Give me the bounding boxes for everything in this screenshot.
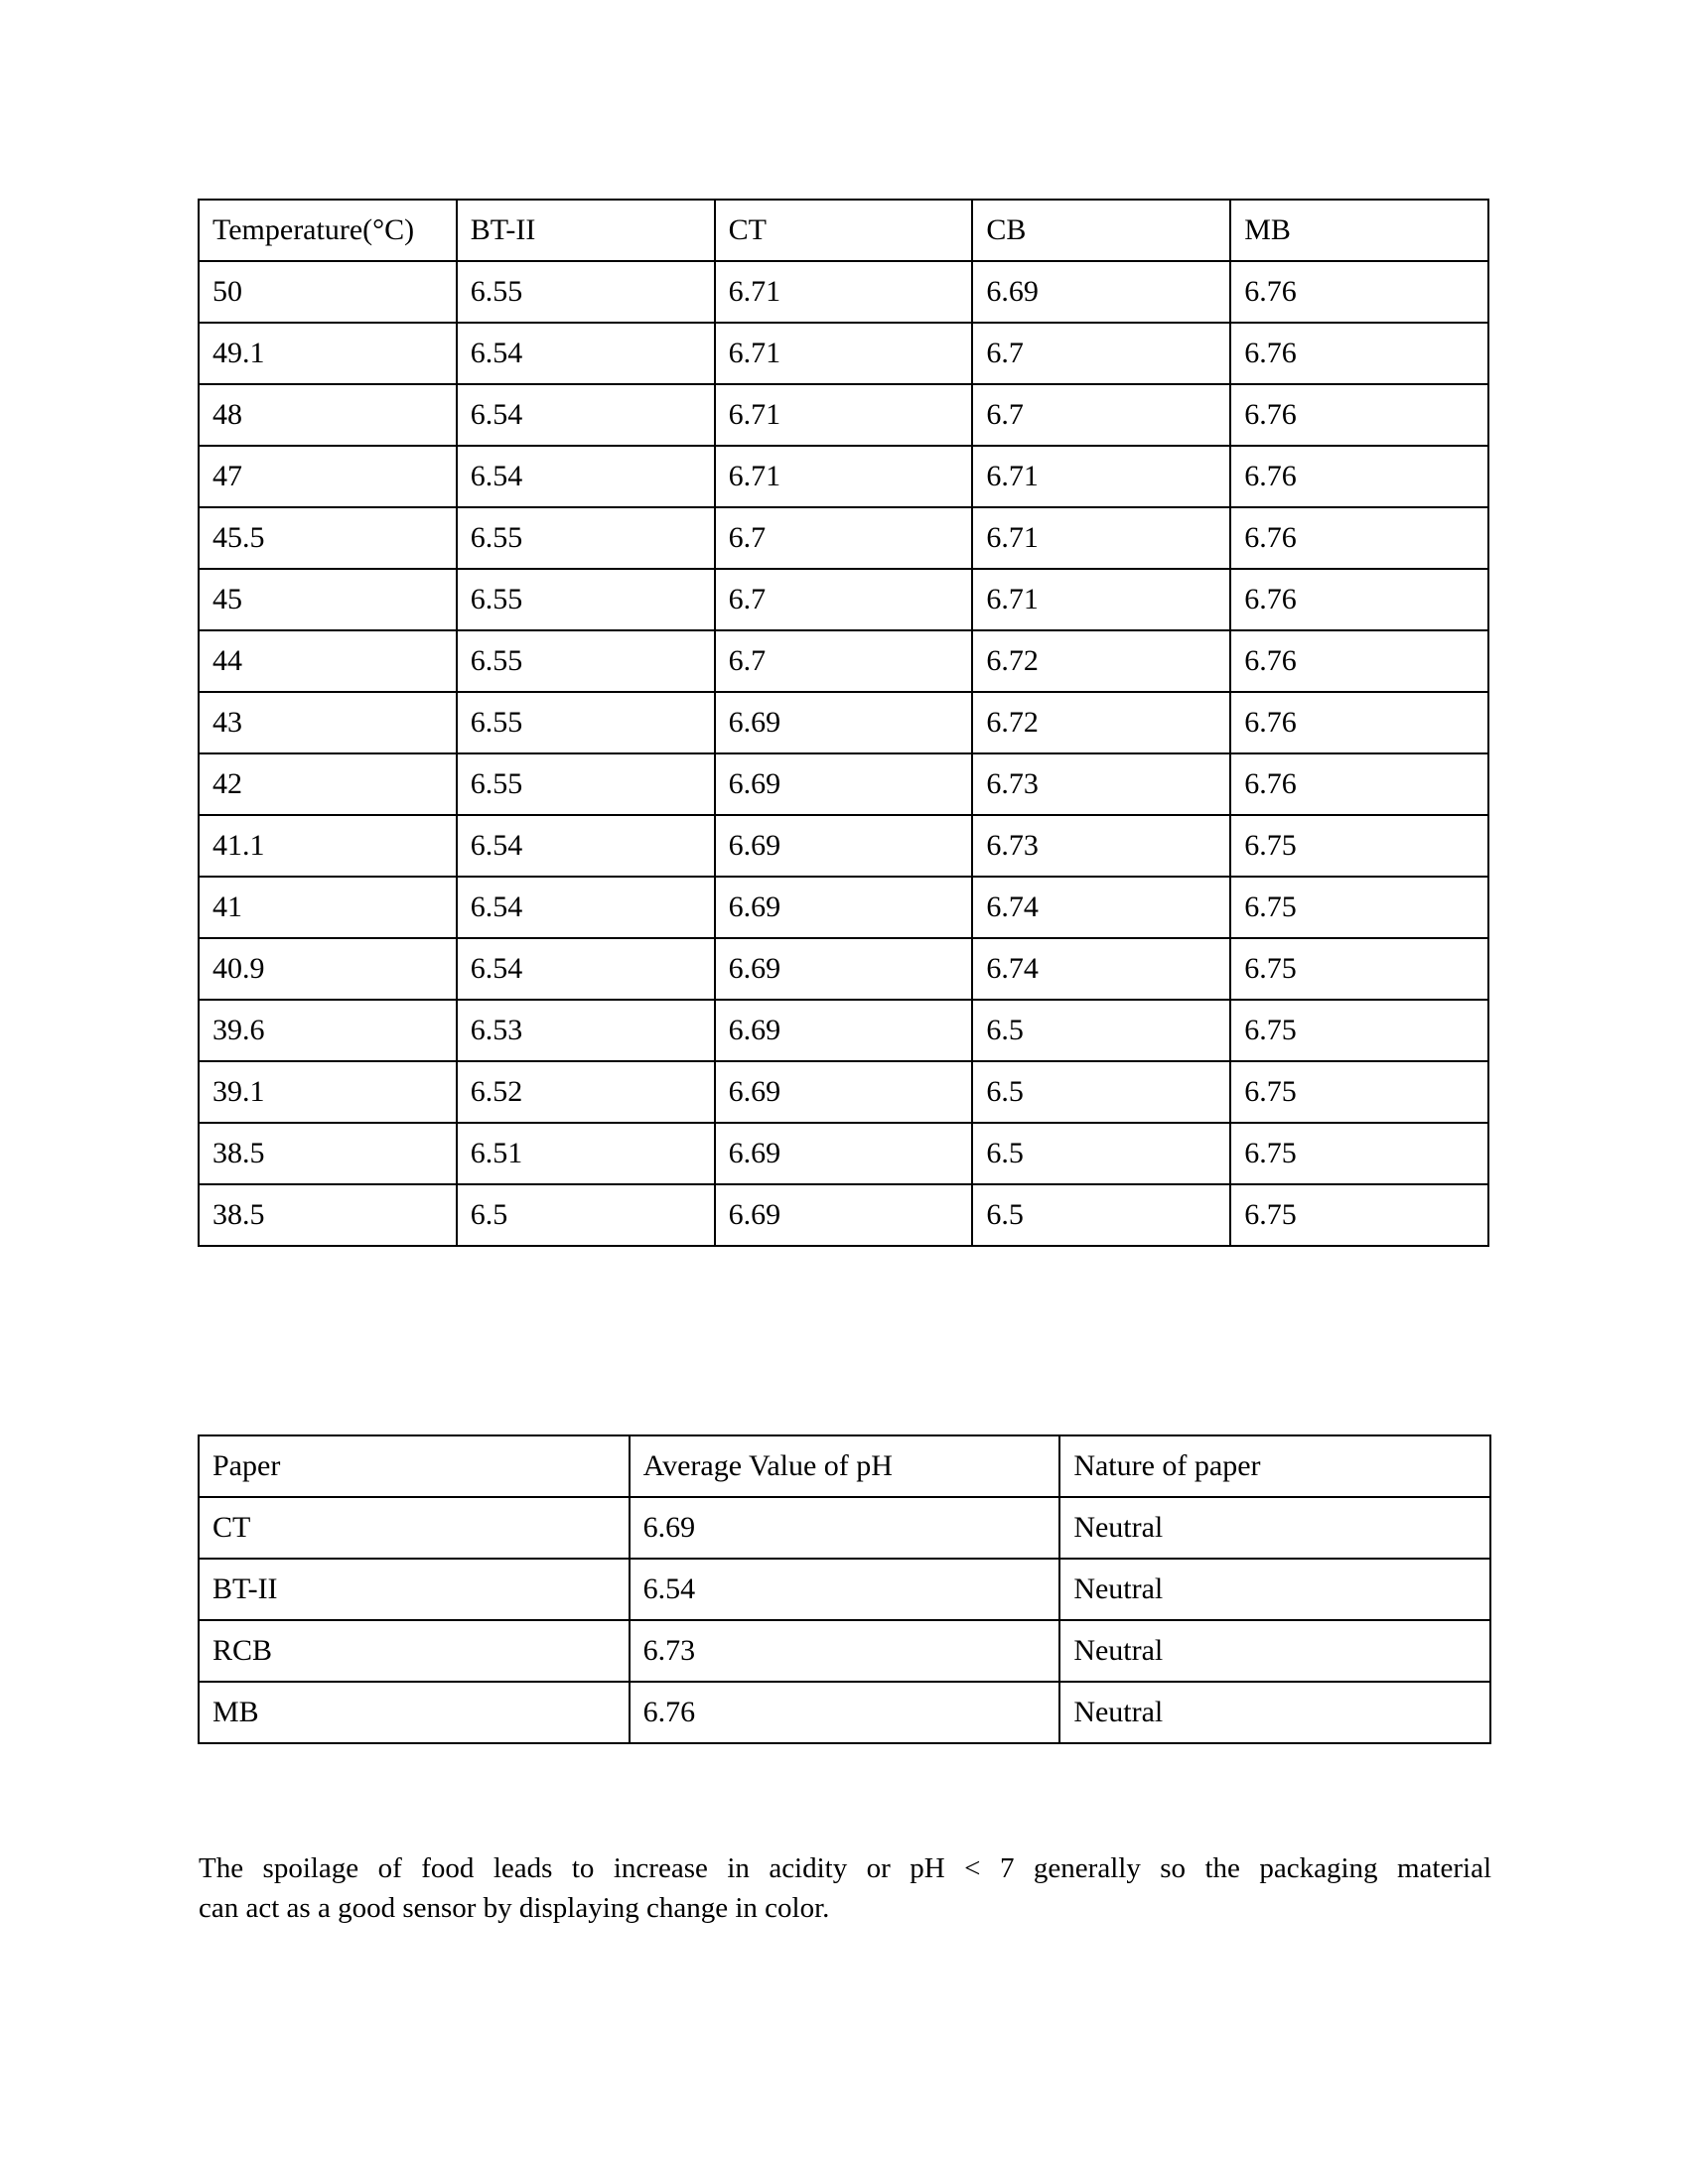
table-cell: 6.54 (630, 1559, 1060, 1620)
table-cell: 6.75 (1230, 1061, 1488, 1123)
table-row (199, 384, 1488, 446)
table-cell: 6.71 (715, 261, 973, 323)
table-cell: 39.1 (199, 1061, 457, 1123)
table-cell: 6.55 (457, 630, 715, 692)
body-paragraph (199, 1848, 1491, 1928)
table-row (199, 569, 1488, 630)
table-cell: 6.51 (457, 1123, 715, 1184)
table-cell: 38.5 (199, 1184, 457, 1246)
table-cell: 45 (199, 569, 457, 630)
table-header-row (199, 200, 1488, 261)
table-cell: 6.76 (1230, 692, 1488, 753)
table-cell: 6.73 (972, 815, 1230, 877)
table-header-row (199, 1435, 1490, 1497)
header-cell: Paper (199, 1435, 630, 1497)
table-cell: 6.54 (457, 815, 715, 877)
table-cell: 41.1 (199, 815, 457, 877)
table-cell: 6.55 (457, 261, 715, 323)
table-cell: 6.72 (972, 630, 1230, 692)
table-row (199, 1620, 1490, 1682)
table-cell: 6.5 (457, 1184, 715, 1246)
table-cell: 39.6 (199, 1000, 457, 1061)
table-cell: RCB (199, 1620, 630, 1682)
table-cell: 6.75 (1230, 1000, 1488, 1061)
table-cell: 6.7 (972, 384, 1230, 446)
table-cell: 6.69 (715, 1000, 973, 1061)
table-row (199, 261, 1488, 323)
header-cell: Nature of paper (1059, 1435, 1490, 1497)
table-cell: 6.69 (715, 753, 973, 815)
table-cell: 6.55 (457, 507, 715, 569)
header-cell: CT (715, 200, 973, 261)
table-row (199, 446, 1488, 507)
table-cell: 6.54 (457, 938, 715, 1000)
table-cell: 6.52 (457, 1061, 715, 1123)
table-cell: 6.7 (972, 323, 1230, 384)
table-cell: 6.76 (1230, 446, 1488, 507)
table-cell: 45.5 (199, 507, 457, 569)
table-cell: 6.71 (972, 507, 1230, 569)
header-cell: CB (972, 200, 1230, 261)
table-cell: 6.74 (972, 938, 1230, 1000)
table-cell: Neutral (1059, 1497, 1490, 1559)
table-cell: 6.73 (972, 753, 1230, 815)
table-cell: 40.9 (199, 938, 457, 1000)
table-cell: 6.69 (715, 1184, 973, 1246)
table-cell: 6.69 (715, 1123, 973, 1184)
header-cell: Temperature(°C) (199, 200, 457, 261)
table-cell: 6.69 (630, 1497, 1060, 1559)
table-row (199, 815, 1488, 877)
table-row (199, 1184, 1488, 1246)
table-cell: 6.69 (972, 261, 1230, 323)
table-cell: 49.1 (199, 323, 457, 384)
table-cell: 6.69 (715, 938, 973, 1000)
paragraph-line-2: can act as a good sensor by displaying change in color. (199, 1892, 830, 1924)
table-cell: 6.74 (972, 877, 1230, 938)
table-row (199, 938, 1488, 1000)
table-cell: 6.73 (630, 1620, 1060, 1682)
table-cell: 6.76 (1230, 507, 1488, 569)
table-cell: 6.53 (457, 1000, 715, 1061)
table-cell: BT-II (199, 1559, 630, 1620)
table-cell: Neutral (1059, 1559, 1490, 1620)
table-row (199, 323, 1488, 384)
table-cell: 6.5 (972, 1123, 1230, 1184)
table-row (199, 1682, 1490, 1743)
table-cell: 6.55 (457, 753, 715, 815)
table-cell: 6.55 (457, 692, 715, 753)
table-cell: 6.69 (715, 815, 973, 877)
table-cell: 6.69 (715, 692, 973, 753)
table-cell: 6.7 (715, 630, 973, 692)
table-row (199, 877, 1488, 938)
table-cell: 6.71 (972, 446, 1230, 507)
table-cell: 6.71 (715, 384, 973, 446)
table-row (199, 692, 1488, 753)
table-cell: 6.5 (972, 1061, 1230, 1123)
table-cell: 6.54 (457, 323, 715, 384)
table-cell: 6.75 (1230, 1123, 1488, 1184)
table-cell: 6.5 (972, 1184, 1230, 1246)
paragraph-line-1: The spoilage of food leads to increase in acidity or pH < 7 generally so the packaging material (199, 1852, 1491, 1884)
table-cell: 6.54 (457, 877, 715, 938)
table-cell: 6.75 (1230, 938, 1488, 1000)
table-cell: 6.54 (457, 446, 715, 507)
header-cell: MB (1230, 200, 1488, 261)
table-cell: 6.71 (715, 323, 973, 384)
table-cell: 44 (199, 630, 457, 692)
header-cell: BT-II (457, 200, 715, 261)
table-row (199, 507, 1488, 569)
table-row (199, 753, 1488, 815)
temperature-ph-table (198, 199, 1489, 1247)
table-cell: CT (199, 1497, 630, 1559)
table-cell: 6.76 (1230, 384, 1488, 446)
table-cell: 6.7 (715, 569, 973, 630)
table-cell: 47 (199, 446, 457, 507)
table-cell: 6.69 (715, 1061, 973, 1123)
table-cell: 6.71 (715, 446, 973, 507)
table-cell: 6.75 (1230, 877, 1488, 938)
table-cell: 6.54 (457, 384, 715, 446)
table-cell: Neutral (1059, 1682, 1490, 1743)
table-cell: 6.72 (972, 692, 1230, 753)
header-cell: Average Value of pH (630, 1435, 1060, 1497)
table-cell: 50 (199, 261, 457, 323)
table-cell: 42 (199, 753, 457, 815)
table-cell: 6.76 (1230, 753, 1488, 815)
table-cell: 43 (199, 692, 457, 753)
table-row (199, 1497, 1490, 1559)
table-cell: 38.5 (199, 1123, 457, 1184)
table-cell: 6.76 (1230, 630, 1488, 692)
table-cell: 6.5 (972, 1000, 1230, 1061)
table-cell: 6.69 (715, 877, 973, 938)
table-row (199, 1559, 1490, 1620)
paper-nature-table (198, 1434, 1491, 1744)
table-cell: 6.55 (457, 569, 715, 630)
table-cell: 41 (199, 877, 457, 938)
table-row (199, 1061, 1488, 1123)
table-cell: 48 (199, 384, 457, 446)
table-row (199, 630, 1488, 692)
table-row (199, 1123, 1488, 1184)
table-cell: MB (199, 1682, 630, 1743)
table-cell: 6.75 (1230, 1184, 1488, 1246)
table-cell: 6.76 (1230, 323, 1488, 384)
table-row (199, 1000, 1488, 1061)
table-cell: 6.76 (1230, 569, 1488, 630)
table-cell: 6.76 (630, 1682, 1060, 1743)
table-cell: 6.7 (715, 507, 973, 569)
table-cell: 6.75 (1230, 815, 1488, 877)
table-cell: Neutral (1059, 1620, 1490, 1682)
table-cell: 6.71 (972, 569, 1230, 630)
table-cell: 6.76 (1230, 261, 1488, 323)
